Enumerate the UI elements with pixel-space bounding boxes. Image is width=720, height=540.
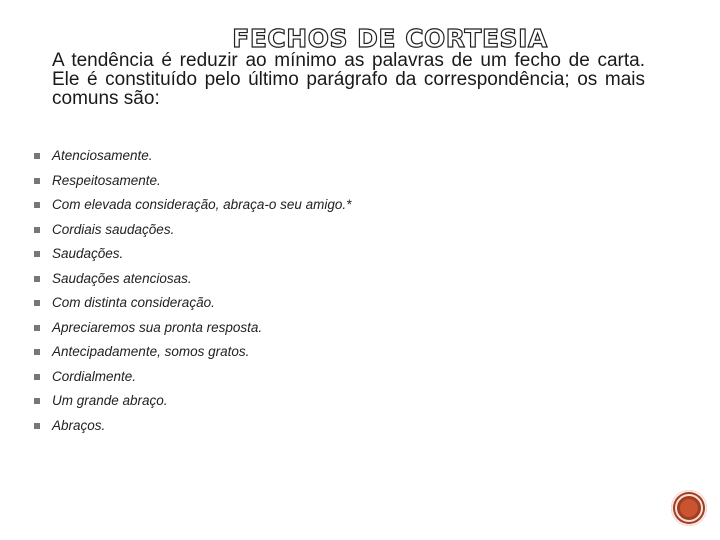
- bullet-text: Saudações atenciosas.: [52, 270, 192, 286]
- square-bullet-icon: [34, 178, 40, 184]
- list-item: [34, 318, 351, 343]
- list-item: [34, 293, 351, 318]
- square-bullet-icon: [34, 325, 40, 331]
- bullet-text: Com distinta consideração.: [52, 295, 215, 310]
- bullet-list: [34, 146, 351, 440]
- square-bullet-icon: [34, 349, 40, 355]
- bullet-text: Abraços.: [52, 417, 106, 433]
- list-item: [34, 171, 351, 196]
- square-bullet-icon: [34, 276, 40, 282]
- list-item: [34, 244, 351, 269]
- bullet-text: Cordialmente.: [52, 368, 137, 384]
- bullet-text: Um grande abraço.: [52, 393, 168, 408]
- bullet-text: Saudações.: [52, 246, 124, 261]
- bullet-text: Antecipadamente, somos gratos.: [52, 344, 250, 359]
- bullet-text: Com elevada consideração, abraça-o seu amigo.*: [52, 197, 352, 212]
- list-item: [34, 416, 351, 441]
- list-item: [34, 220, 351, 245]
- list-item: [34, 342, 351, 367]
- square-bullet-icon: [34, 374, 40, 380]
- list-item: [34, 367, 351, 392]
- square-bullet-icon: [34, 300, 40, 306]
- nav-core: [680, 499, 698, 517]
- list-item: [34, 269, 351, 294]
- bullet-text: Cordiais saudações.: [52, 221, 175, 237]
- bullet-text: Respeitosamente.: [52, 172, 161, 188]
- square-bullet-icon: [34, 423, 40, 429]
- bullet-text: Apreciaremos sua pronta resposta.: [52, 319, 263, 335]
- square-bullet-icon: [34, 202, 40, 208]
- square-bullet-icon: [34, 251, 40, 257]
- slide-title: FECHOS DE CORTESIA: [232, 24, 548, 53]
- list-item: [34, 146, 351, 171]
- bullet-text: Atenciosamente.: [52, 148, 153, 163]
- square-bullet-icon: [34, 153, 40, 159]
- list-item: [34, 195, 351, 220]
- list-item: [34, 391, 351, 416]
- intro-paragraph: A tendência é reduzir ao mínimo as palavras de um fecho de carta. Ele é constituído pelo último parágrafo da correspondência; os mais comuns são:: [52, 50, 645, 109]
- square-bullet-icon: [34, 227, 40, 233]
- square-bullet-icon: [34, 398, 40, 404]
- circle-nav-icon[interactable]: [671, 490, 707, 526]
